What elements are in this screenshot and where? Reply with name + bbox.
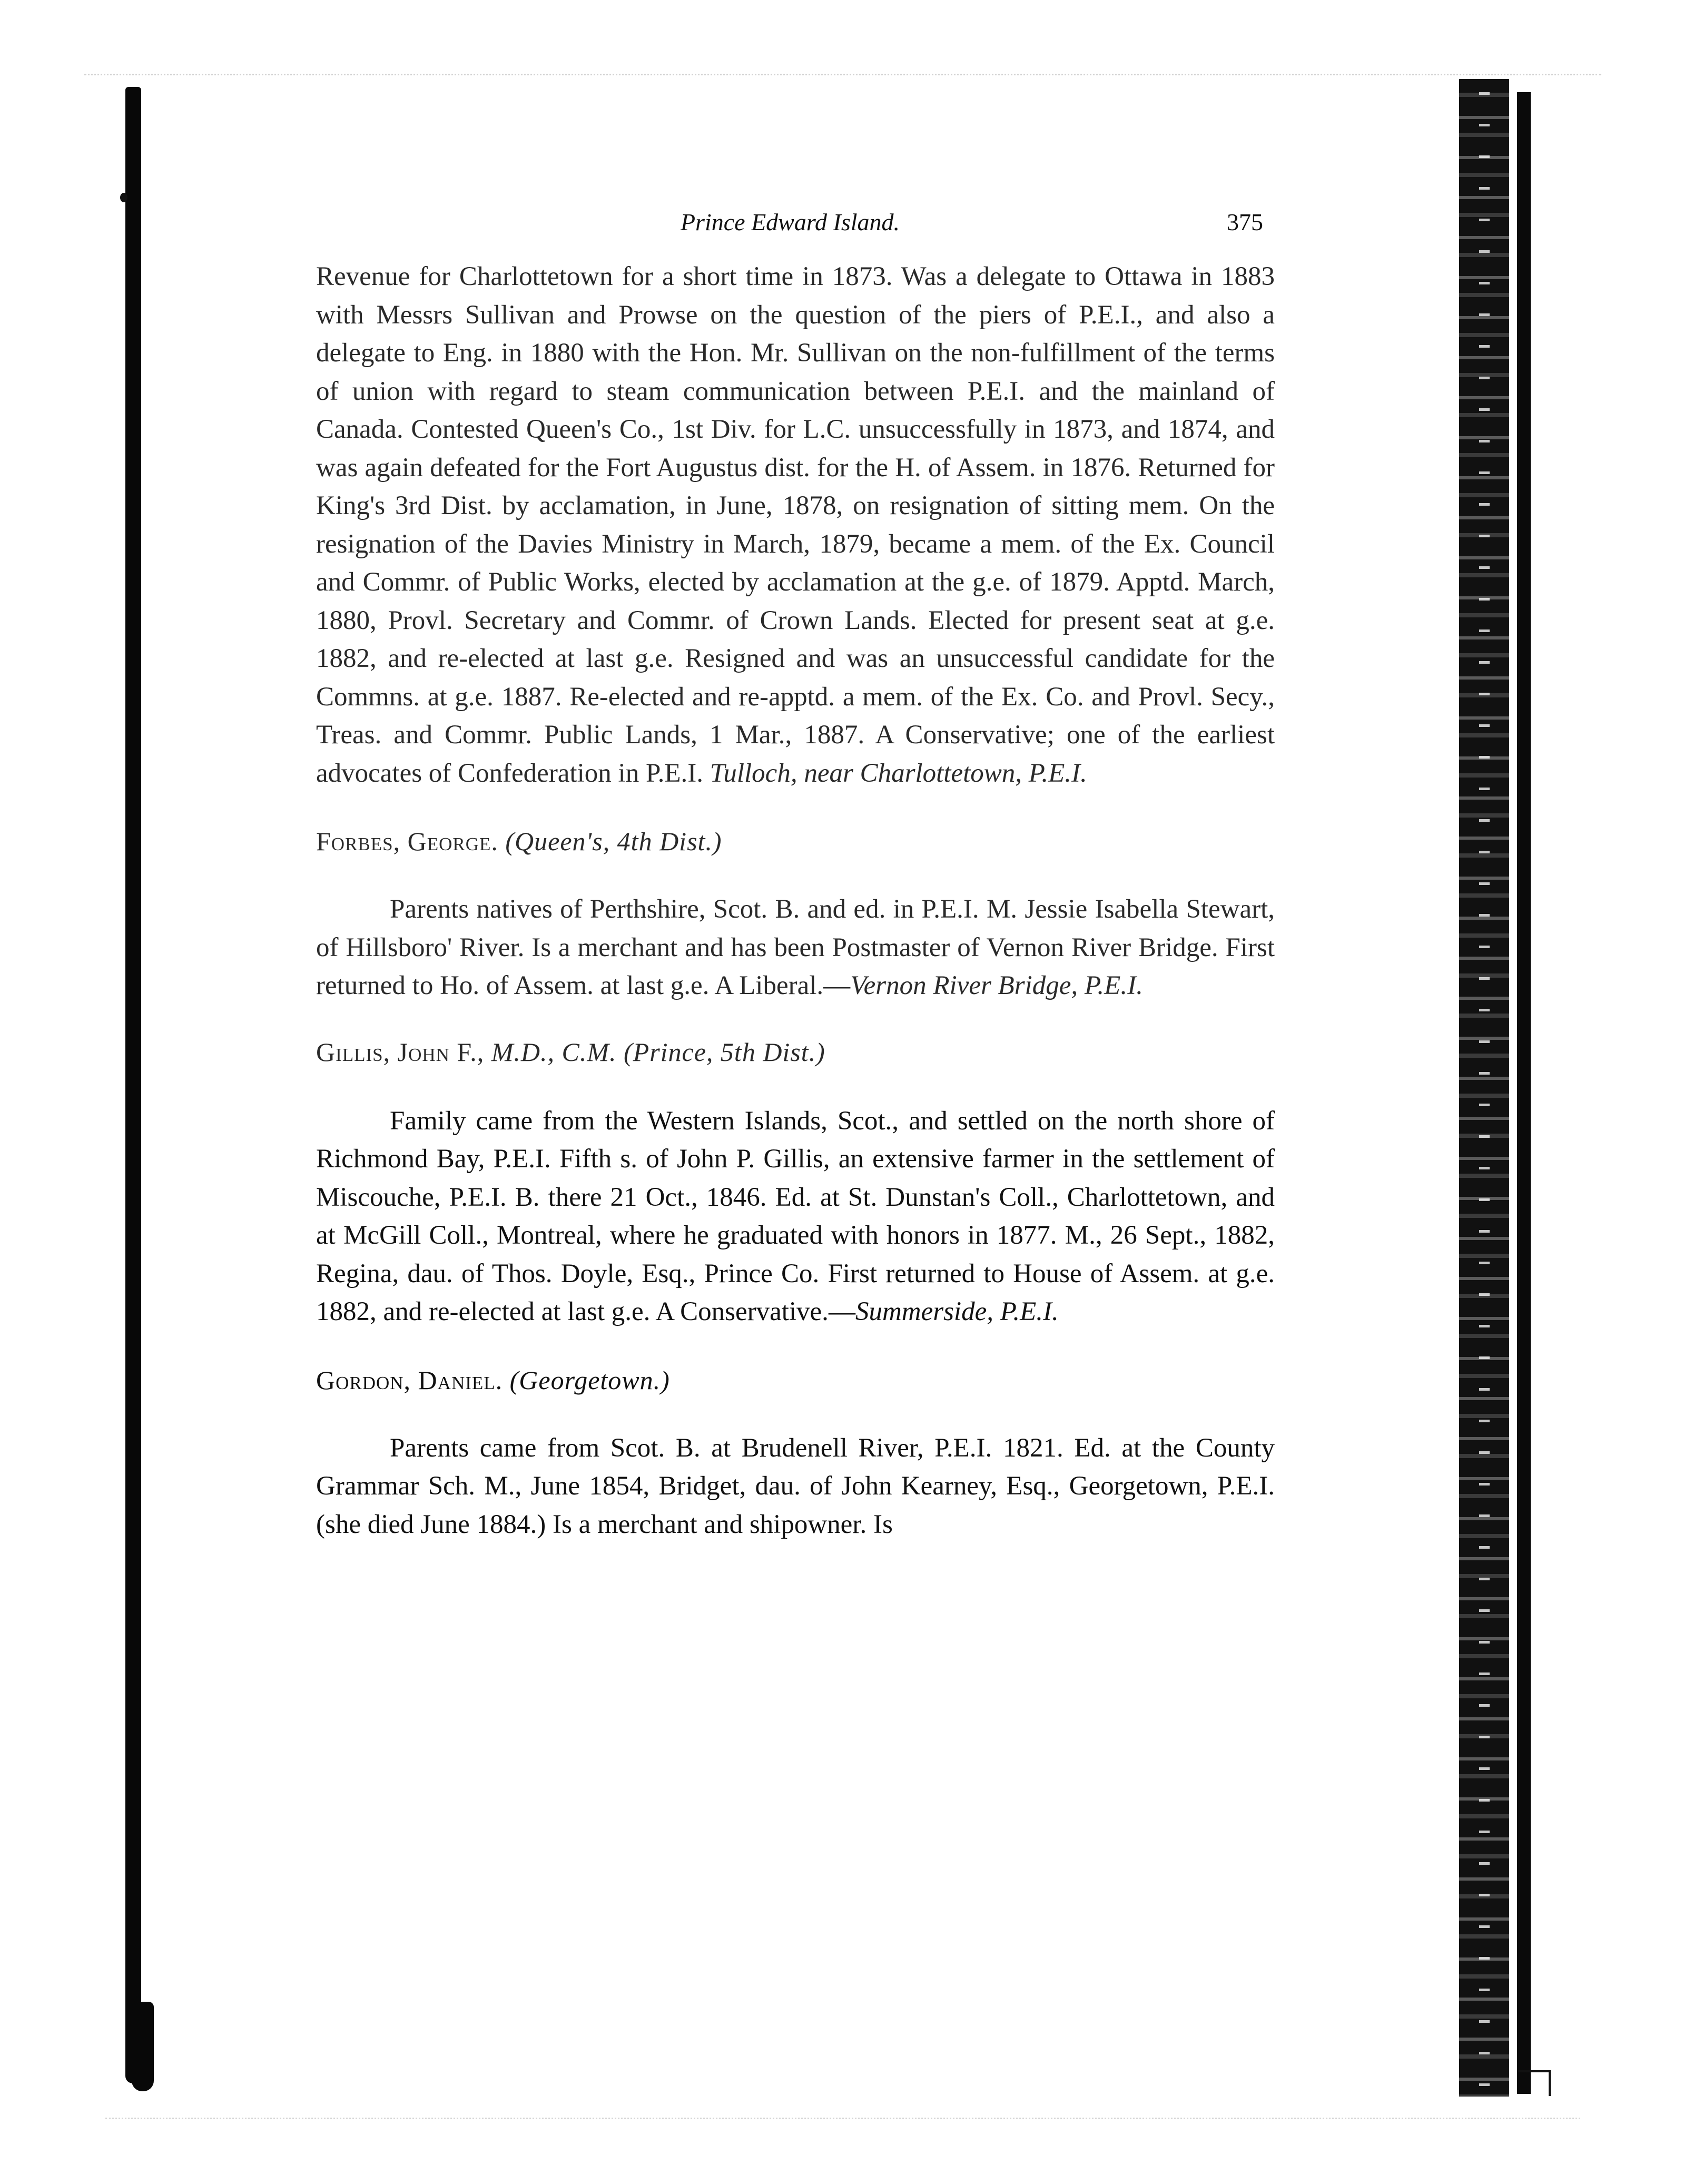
binding-texture	[1479, 92, 1490, 2089]
entry-seat: (Georgetown.)	[509, 1365, 670, 1395]
entry-continuation	[316, 258, 1275, 792]
entry-seat: (Prince, 5th Dist.)	[624, 1037, 825, 1067]
left-scan-border	[125, 87, 141, 2083]
entry-text: Family came from the Western Islands, Scot., and settled on the north shore of Richmond Bay, P.E.I. Fifth s. of John P. Gillis, an extensive farmer in the settlement of Miscouche, P.E.I. B. there 21 Oct., 1846. Ed. at St. Dunstan's Coll., Charlottetown, and at McGill Coll., Montreal, where he graduated with honors in 1877. M., 26 Sept., 1882, Regina, dau. of Thos. Doyle, Esq., Prince Co. First returned to House of Assem. at g.e. 1882, and re-elected at last g.e. A Conservative.	[316, 1106, 1275, 1326]
entry-name: Forbes, George.	[316, 827, 498, 856]
entry-name: Gordon, Daniel.	[316, 1365, 503, 1395]
book-spine-edge	[1517, 92, 1531, 2094]
left-scan-border-tail	[132, 2002, 154, 2091]
running-title: Prince Edward Island.	[680, 209, 900, 235]
entry-residence: Tulloch, near Charlottetown, P.E.I.	[710, 758, 1087, 788]
book-page	[316, 208, 1275, 1543]
entry-heading-gillis	[316, 1037, 1275, 1067]
entry-name: Gillis, John F.,	[316, 1037, 485, 1067]
scan-speck	[120, 193, 127, 202]
scan-edge-bottom	[105, 2118, 1580, 2121]
scan-edge-top	[84, 74, 1601, 77]
entry-degree: M.D., C.M.	[491, 1037, 617, 1067]
entry-heading-forbes	[316, 826, 1275, 857]
entry-text: Parents natives of Perthshire, Scot. B. and ed. in P.E.I. M. Jessie Isabella Stewart, of Hillsboro' River. Is a merchant and has been Postmaster of Vernon River Bridge. First returned to Ho. of Assem. at last g.e. A Liberal.	[316, 894, 1275, 1000]
entry-body-gillis: Family came from the Western Islands, Scot., and settled on the north shore of Richmond Bay, P.E.I. Fifth s. of John P. Gillis, an extensive farmer in the settlement of Miscouche, P.E.I. B. there 21 Oct., 1846. Ed. at St. Dunstan's Coll., Charlottetown, and at McGill Coll., Montreal, where he graduated with honors in 1877. M., 26 Sept., 1882, Regina, dau. of Thos. Doyle, Esq., Prince Co. First returned to House of Assem. at g.e. 1882, and re-elected at last g.e. A Conservative.—Summerside, P.E.I.	[316, 1106, 1275, 1326]
entry-seat: (Queen's, 4th Dist.)	[505, 827, 722, 856]
entry-residence: Summerside, P.E.I.	[855, 1297, 1059, 1326]
entry-residence: Vernon River Bridge, P.E.I.	[850, 971, 1143, 1000]
entry-heading-gordon	[316, 1365, 1275, 1395]
page-number: 375	[1227, 209, 1263, 235]
entry-text: Revenue for Charlottetown for a short time in 1873. Was a delegate to Ottawa in 1883 with Messrs Sullivan and Prowse on the question of the piers of P.E.I., and also a delegate to Eng. in 1880 with the Hon. Mr. Sullivan on the non-fulfillment of the terms of union with regard to steam communication between P.E.I. and the mainland of Canada. Contested Queen's Co., 1st Div. for L.C. unsuccessfully in 1873, and 1874, and was again defeated for the Fort Augustus dist. for the H. of Assem. in 1876. Returned for King's 3rd Dist. by acclamation, in June, 1878, on resignation of sitting mem. On the resignation of the Davies Ministry in March, 1879, became a mem. of the Ex. Council and Commr. of Public Works, elected by acclamation at the g.e. of 1879. Apptd. March, 1880, Provl. Secretary and Commr. of Crown Lands. Elected for present seat at g.e. 1882, and re-elected at last g.e. Resigned and was an unsuccessful candidate for the Commns. at g.e. 1887. Re-elected and re-apptd. a mem. of the Ex. Co. and Provl. Secy., Treas. and Commr. Public Lands, 1 Mar., 1887. A Conservative; one of the earliest advocates of Confederation in P.E.I.	[316, 262, 1275, 788]
entry-body-forbes: Parents natives of Perthshire, Scot. B. and ed. in P.E.I. M. Jessie Isabella Stewart, of Hillsboro' River. Is a merchant and has been Postmaster of Vernon River Bridge. First returned to Ho. of Assem. at last g.e. A Liberal.—Vernon River Bridge, P.E.I.	[316, 894, 1275, 1000]
binding-corner	[1517, 2070, 1551, 2096]
entry-text: Parents came from Scot. B. at Brudenell River, P.E.I. 1821. Ed. at the County Grammar Sch. M., June 1854, Bridget, dau. of John Kearney, Esq., Georgetown, P.E.I. (she died June 1884.) Is a merchant and shipowner. Is	[316, 1433, 1275, 1539]
running-head	[316, 208, 1275, 247]
entry-body-gordon	[316, 1429, 1275, 1544]
